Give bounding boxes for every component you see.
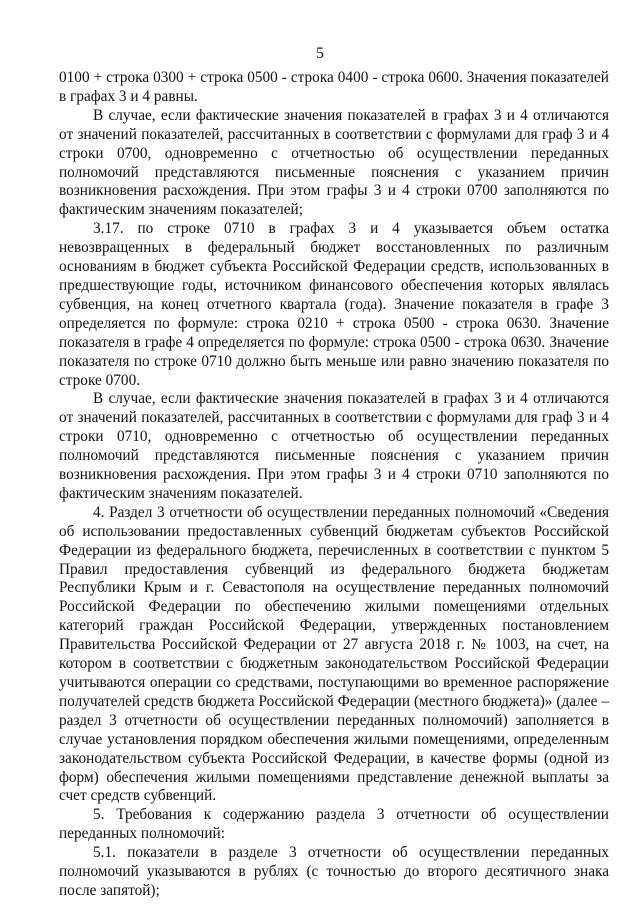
- paragraph-5-1: 5.1. показатели в разделе 3 отчетности об осуществлении переданных полномочий указываются в рублях (с точностью до второго десятичного знака после запятой);: [59, 844, 609, 899]
- document-body: [59, 69, 609, 901]
- paragraph-continuation: 0100 + строка 0300 + строка 0500 - строка 0400 - строка 0600. Значения показателей в графах 3 и 4 равны.: [59, 69, 609, 105]
- paragraph-3-17: 3.17. по строке 0710 в графах 3 и 4 указывается объем остатка невозвращенных в федеральный бюджет восстановленных по различным основаниям в бюджет субъекта Российской Федерации средств, использованных в предшествующие годы, источником финансового обеспечения которых являлась субвенция, на конец отчетного квартала (года). Значение показателя в графе 3 определяется по формуле: строка 0210 + строка 0500 - строка 0630. Значение показателя в графе 4 определяется по формуле: строка 0500 - строка 0630. Значение показателя по строке 0710 должно быть меньше или равно значению показателя по строке 0700.: [59, 220, 609, 389]
- paragraph-discrepancy-0700: В случае, если фактические значения показателей в графах 3 и 4 отличаются от значений показателей, рассчитанных в соответствии с формулами для граф 3 и 4 строки 0700, одновременно с отчетностью об осуществлении переданных полномочий представляются письменные пояснения с указанием причин возникновения расхождения. При этом графы 3 и 4 строки 0700 заполняются по фактическим значениям показателей;: [59, 106, 609, 219]
- page-number: 5: [316, 45, 324, 62]
- paragraph-section-5: 5. Требования к содержанию раздела 3 отчетности об осуществлении переданных полномочий:: [59, 806, 609, 843]
- paragraph-discrepancy-0710: В случае, если фактические значения показателей в графах 3 и 4 отличаются от значений показателей, рассчитанных в соответствии с формулами для граф 3 и 4 строки 0710, одновременно с отчетностью об осуществлении переданных полномочий представляются письменные пояснения с указанием причин возникновения расхождения. При этом графы 3 и 4 строки 0710 заполняются по фактическим значениям показателей.: [59, 390, 609, 502]
- paragraph-section-4: 4. Раздел 3 отчетности об осуществлении переданных полномочий «Сведения об использовании предоставленных субвенций бюджетам субъектов Российской Федерации из федерального бюджета, перечисленных в соответствии с пунктом 5 Правил предоставления субвенций из федерального бюджета бюджетам Республики Крым и г. Севастополя на осуществление переданных полномочий Российской Федерации по обеспечению жилыми помещениями отдельных категорий граждан Российской Федерации, утвержденных постановлением Правительства Российской Федерации от 27 августа 2018 г. № 1003, на счет, на котором в соответствии с бюджетным законодательством Российской Федерации учитываются операции со средствами, поступающими во временное распоряжение получателей средств бюджета Российской Федерации (местного бюджета)» (далее – раздел 3 отчетности об осуществлении переданных полномочий) заполняется в случае установления порядком обеспечения жилыми помещениями, определенным законодательством субъекта Российской Федерации, в качестве формы (одной из форм) обеспечения жилыми помещениями представление денежной выплаты за счет средств субвенций.: [59, 503, 609, 805]
